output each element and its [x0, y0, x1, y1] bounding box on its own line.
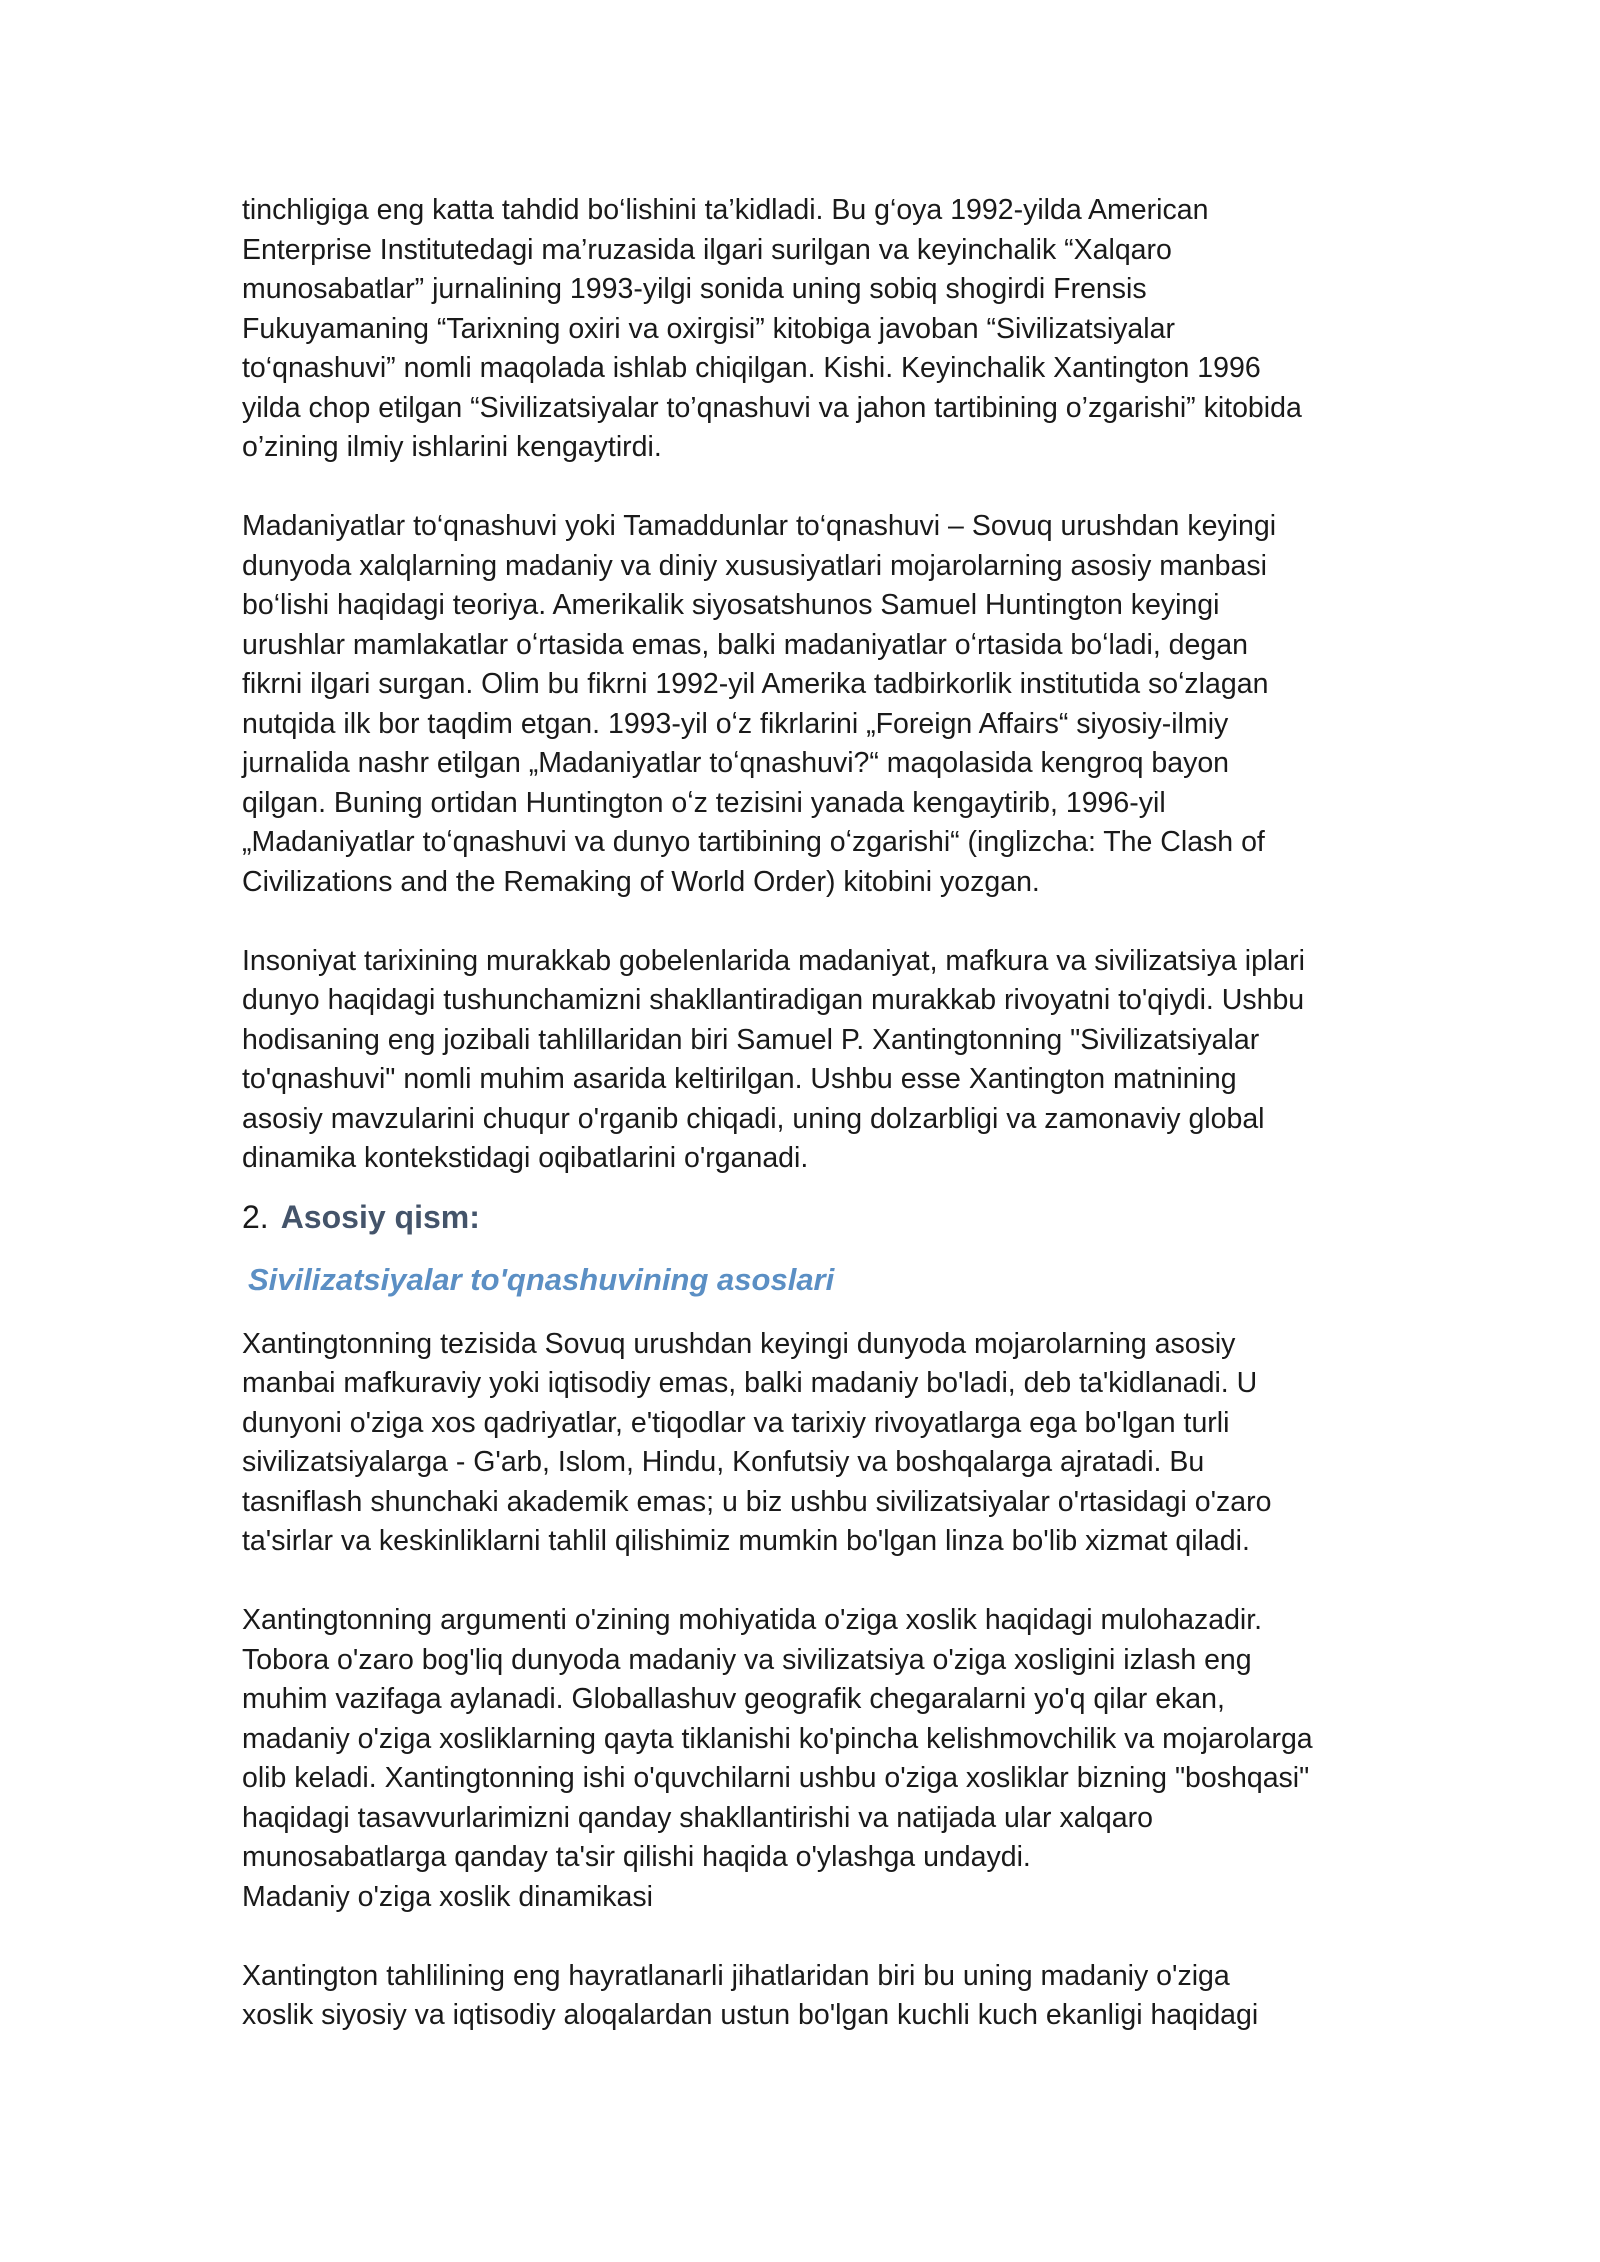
- text-line: qilgan. Buning ortidan Huntington oʻz tezisini yanada kengaytirib, 1996-yil: [242, 786, 1166, 819]
- text-line: Tobora o'zaro bog'liq dunyoda madaniy va sivilizatsiya o'ziga xosligini izlash eng: [242, 1643, 1252, 1676]
- text-line: Civilizations and the Remaking of World Order) kitobini yozgan.: [242, 865, 1040, 898]
- text-line: olib keladi. Xantingtonning ishi o'quvchilarni ushbu o'ziga xosliklar bizning "boshqasi": [242, 1762, 1310, 1794]
- text-line: bo‘lishi haqidagi teoriya. Amerikalik siyosatshunos Samuel Huntington keyingi: [242, 589, 1220, 621]
- text-line: muhim vazifaga aylanadi. Globallashuv geografik chegaralarni yo'q qilar ekan,: [242, 1683, 1225, 1715]
- subsection-heading: Sivilizatsiyalar to'qnashuvining asoslari: [248, 1261, 835, 1297]
- text-line: Fukuyamaning “Tarixning oxiri va oxirgisi” kitobiga javoban “Sivilizatsiyalar: [242, 312, 1175, 345]
- text-line: to‘qnashuvi” nomli maqolada ishlab chiqilgan. Kishi. Keyinchalik Xantington 1996: [242, 352, 1261, 384]
- text-line: nutqida ilk bor taqdim etgan. 1993-yil oʻz fikrlarini „Foreign Affairs“ siyosiy-ilmiy: [242, 707, 1229, 740]
- paragraph-6: [242, 1957, 1372, 2036]
- text-line: sivilizatsiyalarga - G'arb, Islom, Hindu, Konfutsiy va boshqalarga ajratadi. Bu: [242, 1446, 1205, 1478]
- text-line: ta'sirlar va keskinliklarni tahlil qilishimiz mumkin bo'lgan linza bo'lib xizmat qiladi.: [242, 1525, 1250, 1557]
- text-line: madaniy o'ziga xosliklarning qayta tiklanishi ko'pincha kelishmovchilik va mojarolarga: [242, 1722, 1313, 1755]
- text-line: dunyoni o'ziga xos qadriyatlar, e'tiqodlar va tarixiy rivoyatlarga ega bo'lgan turli: [242, 1406, 1230, 1439]
- text-line: urushlar mamlakatlar oʻrtasida emas, balki madaniyatlar oʻrtasida boʻladi, degan: [242, 628, 1248, 661]
- text-line: munosabatlarga qanday ta'sir qilishi haqida o'ylashga undaydi.: [242, 1841, 1031, 1873]
- text-line: tasniflash shunchaki akademik emas; u biz ushbu sivilizatsiyalar o'rtasidagi o'zaro: [242, 1485, 1272, 1518]
- text-line: Xantington tahlilining eng hayratlanarli jihatlaridan biri bu uning madaniy o'ziga: [242, 1959, 1230, 1992]
- text-line: tinchligiga eng katta tahdid bo‘lishini ta’kidladi. Bu g‘oya 1992-yilda American: [242, 194, 1209, 226]
- text-line: munosabatlar” jurnalining 1993-yilgi sonida uning sobiq shogirdi Frensis: [242, 273, 1147, 305]
- text-line: Xantingtonning argumenti o'zining mohiyatida o'ziga xoslik haqidagi mulohazadir.: [242, 1604, 1263, 1636]
- text-line: dunyo haqidagi tushunchamizni shakllantiradigan murakkab rivoyatni to'qiydi. Ushbu: [242, 984, 1305, 1016]
- text-line: Xantingtonning tezisida Sovuq urushdan keyingi dunyoda mojarolarning asosiy: [242, 1327, 1236, 1360]
- text-line: dunyoda xalqlarning madaniy va diniy xususiyatlari mojarolarning asosiy manbasi: [242, 549, 1267, 582]
- text-line: Enterprise Institutedagi ma’ruzasida ilgari surilgan va keyinchalik “Xalqaro: [242, 233, 1172, 266]
- text-line: dinamika kontekstidagi oqibatlarini o'rganadi.: [242, 1142, 809, 1174]
- text-line: asosiy mavzularini chuqur o'rganib chiqadi, uning dolzarbligi va zamonaviy global: [242, 1102, 1265, 1135]
- text-line: Insoniyat tarixining murakkab gobelenlarida madaniyat, mafkura va sivilizatsiya iplari: [242, 944, 1305, 977]
- text-line: to'qnashuvi" nomli muhim asarida keltirilgan. Ushbu esse Xantington matnining: [242, 1063, 1237, 1095]
- paragraph-1: [242, 191, 1372, 468]
- text-line: jurnalida nashr etilgan „Madaniyatlar toʻqnashuvi?“ maqolasida kengroq bayon: [242, 747, 1230, 779]
- section-number: 2.: [242, 1198, 269, 1235]
- section-title: Asosiy qism:: [280, 1198, 480, 1235]
- text-line: fikrni ilgari surgan. Olim bu fikrni 1992-yil Amerika tadbirkorlik institutida soʻzlagan: [242, 668, 1269, 700]
- text-line: yilda chop etilgan “Sivilizatsiyalar to’qnashuvi va jahon tartibining o’zgarishi” kitobida: [242, 391, 1302, 424]
- paragraph-2: [242, 507, 1372, 902]
- document-body: [242, 191, 1372, 2075]
- section-heading: [242, 1195, 1372, 1239]
- paragraph-5: [242, 1601, 1372, 1917]
- paragraph-4: [242, 1325, 1372, 1562]
- text-line: xoslik siyosiy va iqtisodiy aloqalardan ustun bo'lgan kuchli kuch ekanligi haqidagi: [242, 1999, 1259, 2031]
- paragraph-3: [242, 942, 1372, 1179]
- text-line: manbai mafkuraviy yoki iqtisodiy emas, balki madaniy bo'ladi, deb ta'kidlanadi. U: [242, 1367, 1258, 1399]
- text-line: Madaniyatlar to‘qnashuvi yoki Tamaddunlar to‘qnashuvi – Sovuq urushdan keyingi: [242, 510, 1277, 542]
- text-line: haqidagi tasavvurlarimizni qanday shakllantirishi va natijada ular xalqaro: [242, 1801, 1153, 1834]
- text-line: Madaniy o'ziga xoslik dinamikasi: [242, 1880, 653, 1913]
- text-line: o’zining ilmiy ishlarini kengaytirdi.: [242, 431, 662, 463]
- text-line: „Madaniyatlar toʻqnashuvi va dunyo tartibining oʻzgarishi“ (inglizcha: The Clash of: [242, 826, 1265, 858]
- text-line: hodisaning eng jozibali tahlillaridan biri Samuel P. Xantingtonning "Sivilizatsiyalar: [242, 1023, 1260, 1056]
